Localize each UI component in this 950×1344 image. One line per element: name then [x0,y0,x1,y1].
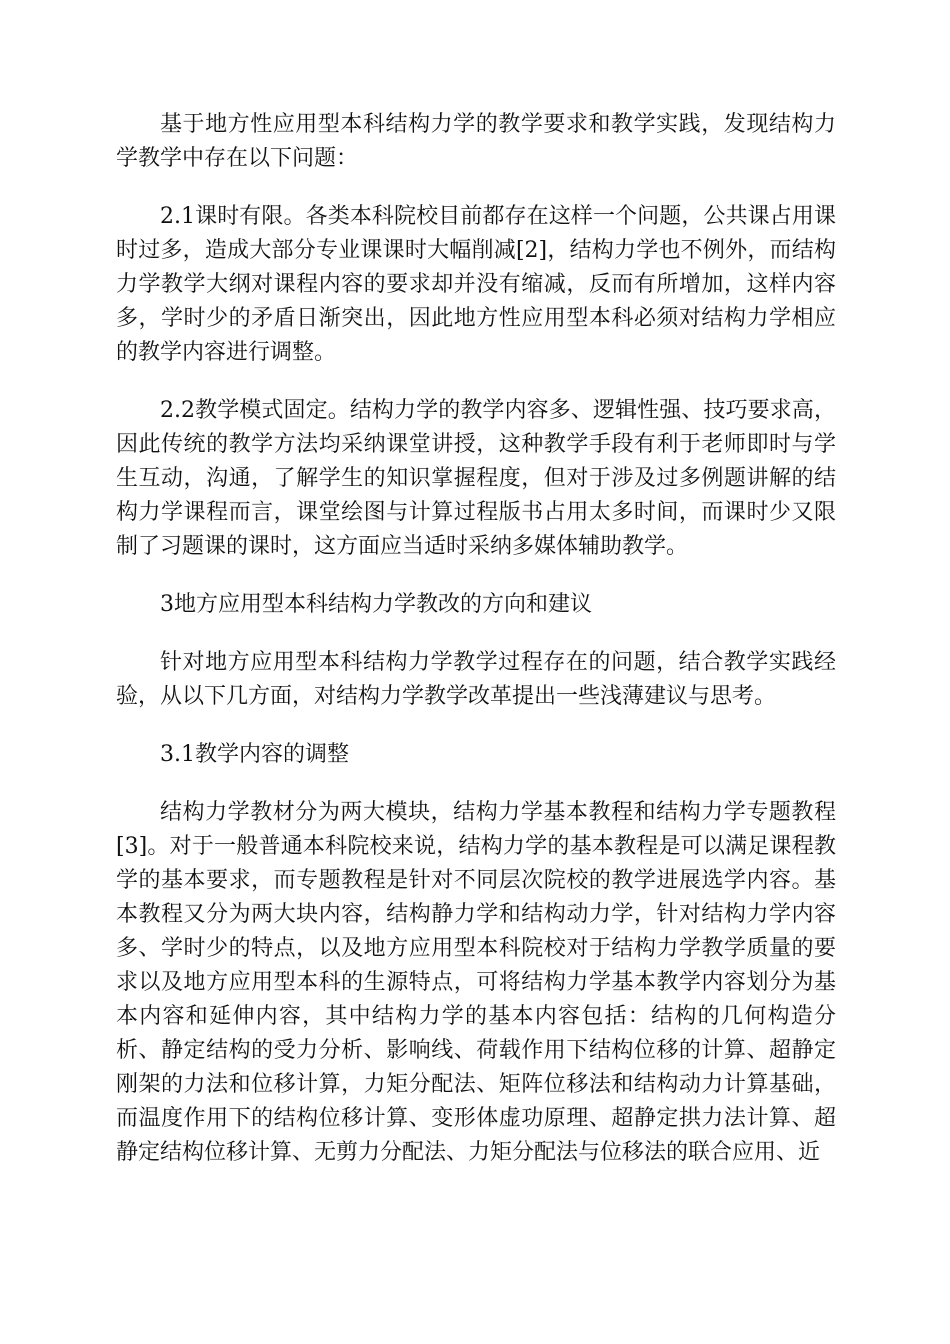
section-3-heading: 3地方应用型本科结构力学教改的方向和建议 [160,592,592,617]
section-3-1-heading: 3.1教学内容的调整 [160,742,349,767]
document-page [116,108,836,1194]
section-3-1-paragraph: 结构力学教材分为两大模块，结构力学基本教程和结构力学专题教程[3]。对于一般普通本科院校来说，结构力学的基本教程是可以满足课程教学的基本要求，而专题教程是针对不同层次院校的教学进展选学内容。基本教程又分为两大块内容，结构静力学和结构动力学，针对结构力学内容多、学时少的特点，以及地方应用型本科院校对于结构力学教学质量的要求以及地方应用型本科的生源特点，可将结构力学基本教学内容划分为基本内容和延伸内容，其中结构力学的基本内容包括：结构的几何构造分析、静定结构的受力分析、影响线、荷载作用下结构位移的计算、超静定刚架的力法和位移计算，力矩分配法、矩阵位移法和结构动力计算基础，而温度作用下的结构位移计算、变形体虚功原理、超静定拱力法计算、超静定结构位移计算、无剪力分配法、力矩分配法与位移法的联合应用、近 [116,800,836,1165]
section-2-2-paragraph: 2.2教学模式固定。结构力学的教学内容多、逻辑性强、技巧要求高，因此传统的教学方法均采纳课堂讲授，这种教学手段有利于老师即时与学生互动，沟通，了解学生的知识掌握程度，但对于涉及过多例题讲解的结构力学课程而言，课堂绘图与计算过程版书占用太多时间，而课时少又限制了习题课的课时，这方面应当适时采纳多媒体辅助教学。 [116,398,836,559]
section-2-1-paragraph: 2.1课时有限。各类本科院校目前都存在这样一个问题，公共课占用课时过多，造成大部分专业课课时大幅削减[2]，结构力学也不例外，而结构力学教学大纲对课程内容的要求却并没有缩减，反而有所增加，这样内容多，学时少的矛盾日渐突出，因此地方性应用型本科必须对结构力学相应的教学内容进行调整。 [116,204,836,365]
intro-paragraph: 基于地方性应用型本科结构力学的教学要求和教学实践，发现结构力学教学中存在以下问题： [116,112,836,171]
section-3-intro-paragraph: 针对地方应用型本科结构力学教学过程存在的问题，结合教学实践经验，从以下几方面，对结构力学教学改革提出一些浅薄建议与思考。 [116,650,836,709]
